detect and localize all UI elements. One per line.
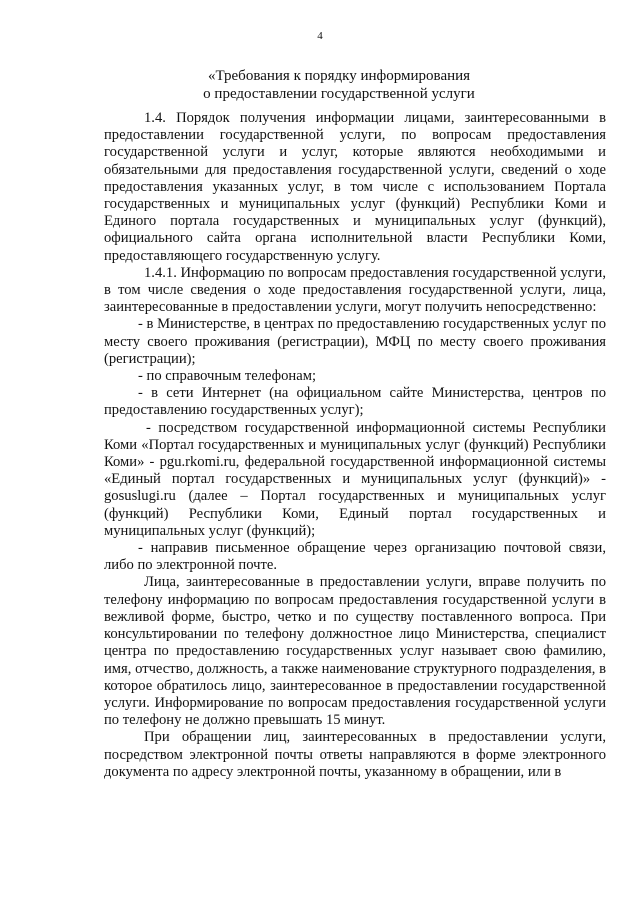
section-title-line-2: о предоставлении государственной услуги bbox=[203, 86, 475, 102]
section-title-line-1: «Требования к порядку информирования bbox=[207, 68, 471, 84]
list-item-ministry: - в Министерстве, в центрах по предоставлению государственных услуг по месту своего проживания (регистрации), МФЦ по месту своего проживания (регистрации); bbox=[104, 316, 606, 367]
list-item-mail: - направив письменное обращение через организацию почтовой связи, либо по электронной почте. bbox=[104, 540, 606, 574]
list-item-phone: - по справочным телефонам; bbox=[138, 368, 316, 385]
list-item-internet: - в сети Интернет (на официальном сайте Министерства, центров по предоставлению государственных услуг); bbox=[104, 385, 606, 419]
paragraph-1-4-1: 1.4.1. Информацию по вопросам предоставления государственной услуги, в том числе сведения о ходе предоставления государственной услуги, лица, заинтересованные в предоставлении услуги, могут получить непосредственно: bbox=[104, 264, 606, 316]
page-number: 4 bbox=[317, 30, 323, 42]
document-body bbox=[104, 110, 606, 781]
paragraph-1-4: 1.4. Порядок получения информации лицами, заинтересованными в предоставлении государственной услуги, по вопросам предоставления государственной услуги и услуг, которые являются необходимыми и обязательными для предоставления государственной услуги, сведений о ходе предоставления указанных услуг, в том числе с использованием Портала государственных и муниципальных услуг (функций) Республики Коми и Единого портала государственных и муниципальных услуг (функций), официального сайта органа исполнительной власти Республики Коми, предоставляющего государственную услугу. bbox=[104, 110, 606, 264]
paragraph-email-info: При обращении лиц, заинтересованных в предоставлении услуги, посредством электронной почты ответы направляются в форме электронного документа по адресу электронной почты, указанному в обращении, или в bbox=[104, 729, 606, 780]
list-item-portal: - посредством государственной информационной системы Республики Коми «Портал государственных и муниципальных услуг (функций) Республики Коми» - pgu.rkomi.ru, федеральной государственной информационной системы «Единый портал государственных и муниципальных услуг (функций)» - gosuslugi.ru (далее – Портал государственных и муниципальных услуг (функций) Республики Коми, Единый портал государственных и муниципальных услуг (функций); bbox=[104, 419, 606, 539]
section-title bbox=[104, 67, 574, 103]
paragraph-phone-info: Лица, заинтересованные в предоставлении услуги, вправе получить по телефону информацию по вопросам предоставления государственной услуги в вежливой форме, быстро, четко и по существу поставленного вопроса. При консультировании по телефону должностное лицо Министерства, специалист центра по предоставлению государственных услуг называет свою фамилию, имя, отчество, должность, а также наименование структурного подразделения, в которое обратилось лицо, заинтересованное в предоставлении государственной услуги. Информирование по вопросам предоставления государственной услуги по телефону не должно превышать 15 минут. bbox=[104, 574, 606, 729]
